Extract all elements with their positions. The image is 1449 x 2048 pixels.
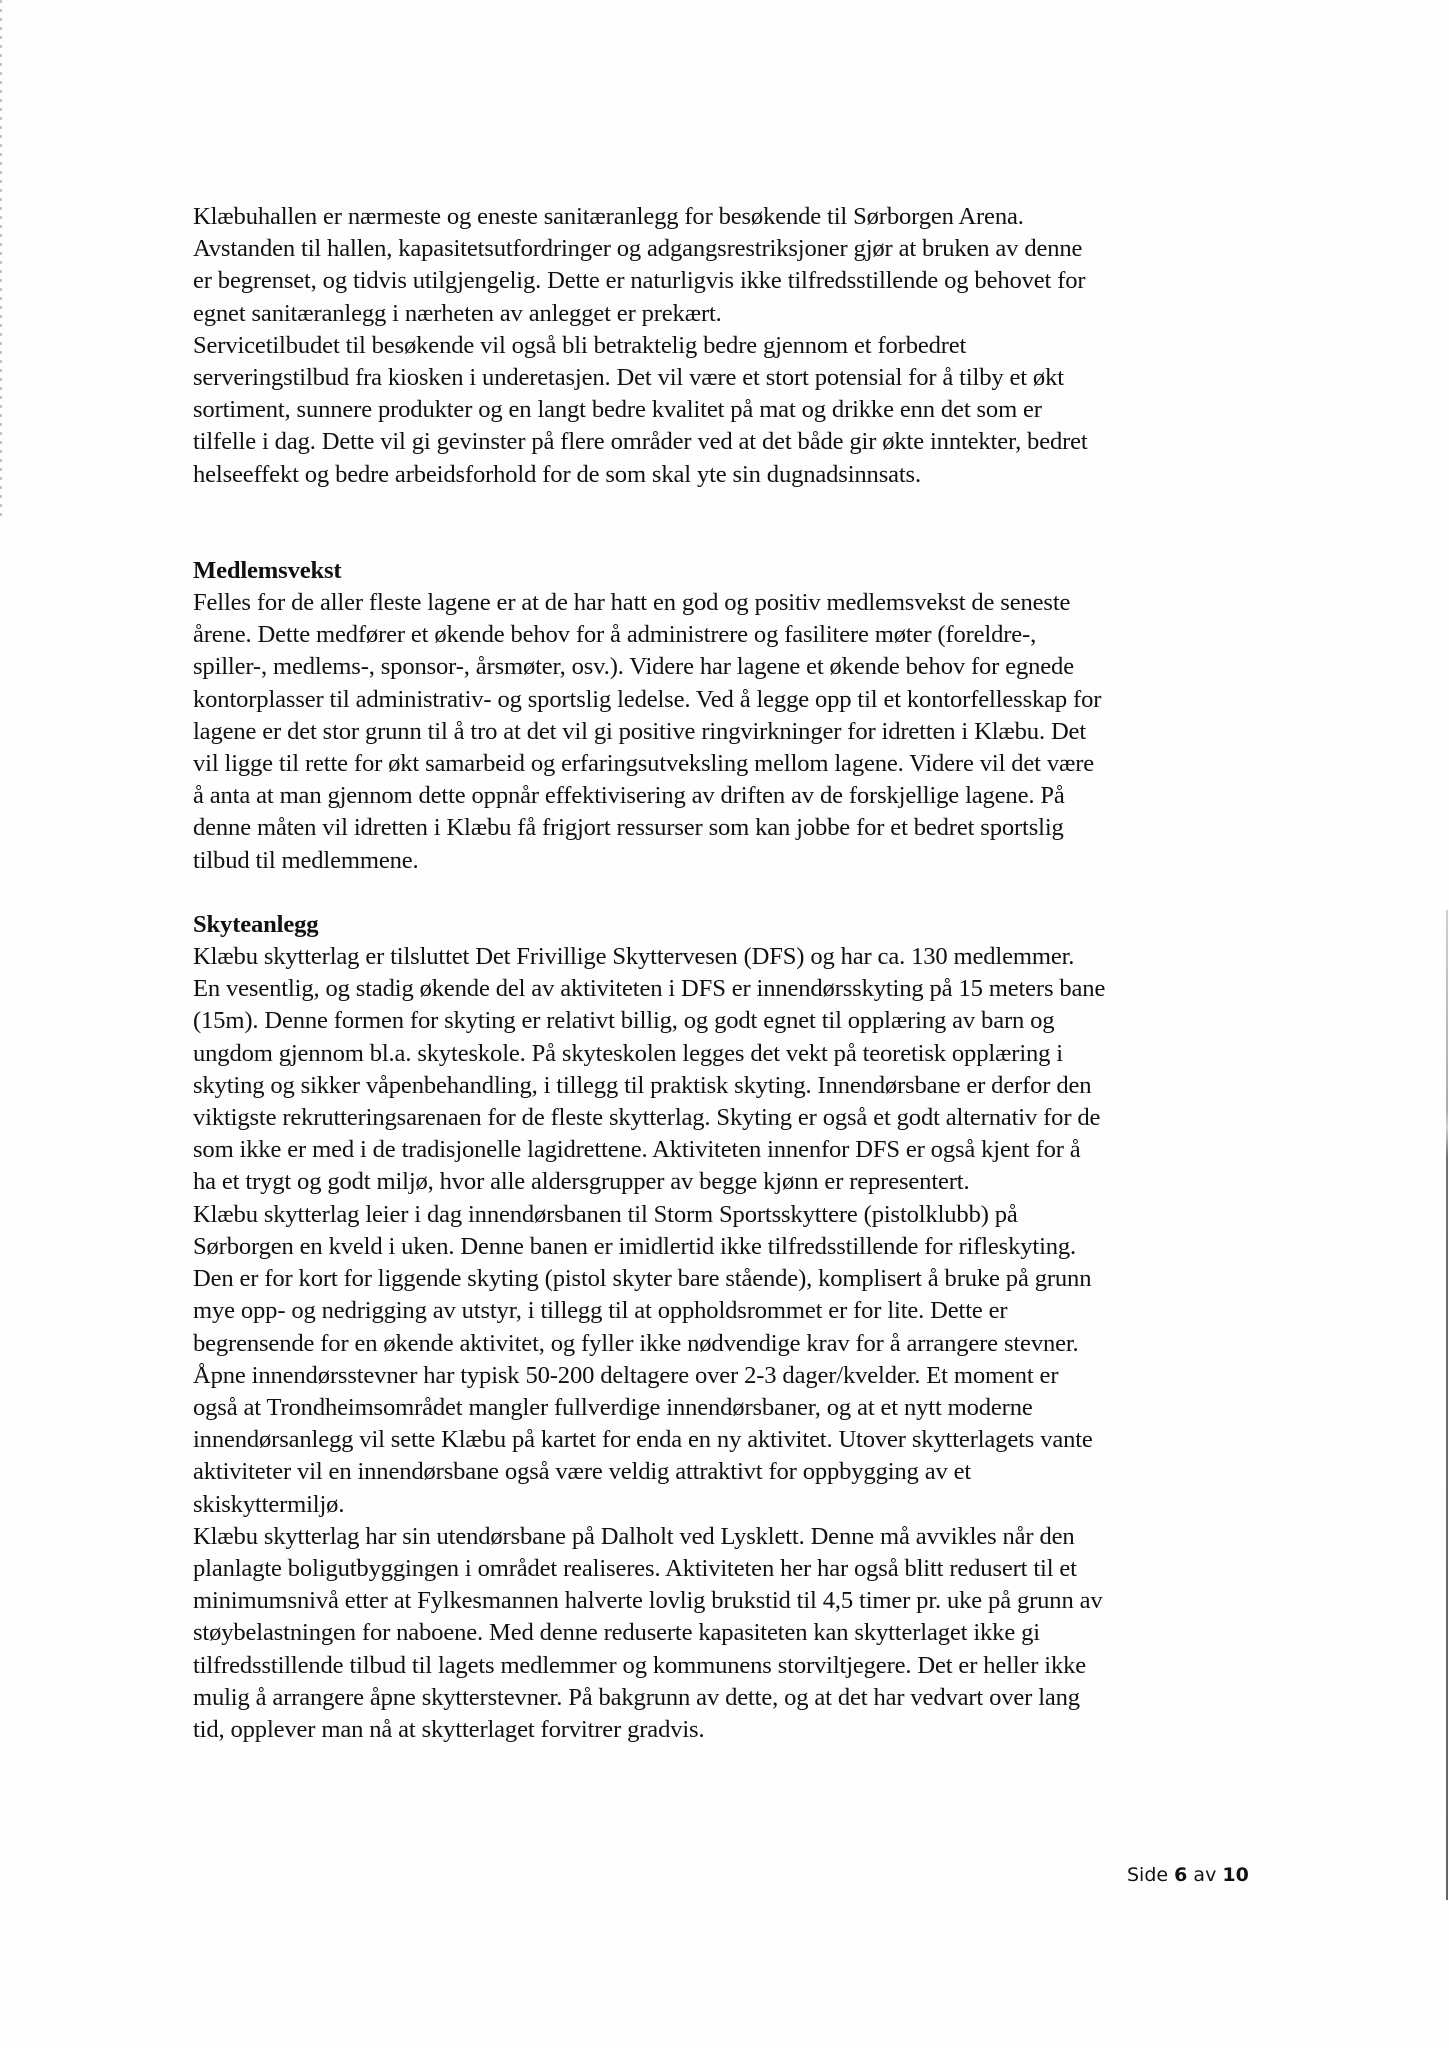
text-line: viktigste rekrutteringsarenaen for de fleste skytterlag. Skyting er også et godt alternativ for de (193, 1104, 1101, 1132)
text-line: tilfelle i dag. Dette vil gi gevinster på flere områder ved at det både gir økte inntekter, bedret (193, 428, 1088, 456)
scan-edge-artifact-right (1446, 910, 1448, 1900)
text-line: tilbud til medlemmene. (193, 846, 419, 874)
text-line: skiskyttermiljø. (193, 1490, 345, 1518)
section-spacer (193, 877, 1263, 909)
scan-edge-artifact-left (0, 0, 2, 520)
text-line: Avstanden til hallen, kapasitetsutfordringer og adgangsrestriksjoner gjør at bruken av denne (193, 235, 1083, 263)
text-line: (15m). Denne formen for skyting er relativt billig, og godt egnet til opplæring av barn og (193, 1007, 1055, 1035)
text-line: spiller-, medlems-, sponsor-, årsmøter, osv.). Videre har lagene et økende behov for egnede (193, 653, 1074, 681)
text-line: kontorplasser til administrativ- og sportslig ledelse. Ved å legge opp til et kontorfellesskap for (193, 685, 1102, 713)
text-line: ha et trygt og godt miljø, hvor alle aldersgrupper av begge kjønn er representert. (193, 1168, 970, 1196)
text-line: tid, opplever man nå at skytterlaget forvitrer gradvis. (193, 1715, 705, 1743)
text-line: vil ligge til rette for økt samarbeid og erfaringsutveksling mellom lagene. Videre vil det være (193, 750, 1095, 778)
text-line: minimumsnivå etter at Fylkesmannen halverte lovlig brukstid til 4,5 timer pr. uke på grunn av (193, 1587, 1103, 1615)
document-body (193, 201, 1263, 1746)
section-medlemsvekst (193, 555, 1263, 877)
intro-paragraph (193, 201, 1263, 491)
text-line: serveringstilbud fra kiosken i underetasjen. Det vil være et stort potensial for å tilby et økt (193, 364, 1064, 392)
current-page-number: 6 (1174, 1864, 1188, 1886)
text-line: denne måten vil idretten i Klæbu få frigjort ressurser som kan jobbe for et bedret sportslig (193, 814, 1064, 842)
text-line: Felles for de aller fleste lagene er at de har hatt en god og positiv medlemsvekst de seneste (193, 589, 1071, 617)
text-line: planlagte boligutbyggingen i området realiseres. Aktiviteten her har også blitt redusert til et (193, 1554, 1077, 1582)
text-line: En vesentlig, og stadig økende del av aktiviteten i DFS er innendørsskyting på 15 meters bane (193, 975, 1106, 1003)
total-pages-number: 10 (1222, 1864, 1249, 1886)
text-line: ungdom gjennom bl.a. skyteskole. På skyteskolen legges det vekt på teoretisk opplæring i (193, 1039, 1063, 1067)
section-spacer (193, 491, 1263, 555)
text-line: Sørborgen en kveld i uken. Denne banen er imidlertid ikke tilfredsstillende for rifleskyting. (193, 1232, 1077, 1260)
text-line: begrensende for en økende aktivitet, og fyller ikke nødvendige krav for å arrangere stevner. (193, 1329, 1079, 1357)
text-line: Servicetilbudet til besøkende vil også bli betraktelig bedre gjennom et forbedret (193, 331, 967, 359)
text-line: helseeffekt og bedre arbeidsforhold for de som skal yte sin dugnadsinnsats. (193, 460, 921, 488)
text-line: mye opp- og nedrigging av utstyr, i tillegg til at oppholdsrommet er for lite. Dette er (193, 1297, 1008, 1325)
text-line: støybelastningen for naboene. Med denne reduserte kapasiteten kan skytterlaget ikke gi (193, 1619, 1040, 1647)
text-line: også at Trondheimsområdet mangler fullverdige innendørsbaner, og at et nytt moderne (193, 1393, 1033, 1421)
text-line: mulig å arrangere åpne skytterstevner. På bakgrunn av dette, og at det har vedvart over lang (193, 1683, 1080, 1711)
section-heading: Skyteanlegg (193, 910, 319, 938)
text-line: innendørsanlegg vil sette Klæbu på kartet for enda en ny aktivitet. Utover skytterlagets vante (193, 1426, 1093, 1454)
text-line: Klæbu skytterlag har sin utendørsbane på Dalholt ved Lysklett. Denne må avvikles når den (193, 1522, 1075, 1550)
text-line: tilfredsstillende tilbud til lagets medlemmer og kommunens storviltjegere. Det er heller ikke (193, 1651, 1087, 1679)
text-line: Klæbu skytterlag leier i dag innendørsbanen til Storm Sportsskyttere (pistolklubb) på (193, 1200, 1018, 1228)
page-number-footer (1127, 1864, 1249, 1886)
text-line: er begrenset, og tidvis utilgjengelig. Dette er naturligvis ikke tilfredsstillende og behovet for (193, 267, 1086, 295)
text-line: aktiviteter vil en innendørsbane også være veldig attraktivt for oppbygging av et (193, 1458, 972, 1486)
page-label: Side (1127, 1864, 1169, 1886)
section-skyteanlegg (193, 909, 1263, 1746)
text-line: som ikke er med i de tradisjonelle lagidrettene. Aktiviteten innenfor DFS er også kjent for å (193, 1136, 1081, 1164)
section-heading: Medlemsvekst (193, 556, 342, 584)
text-line: Klæbu skytterlag er tilsluttet Det Frivillige Skyttervesen (DFS) og har ca. 130 medlemmer. (193, 943, 1075, 971)
text-line: skyting og sikker våpenbehandling, i tillegg til praktisk skyting. Innendørsbane er derfor den (193, 1071, 1092, 1099)
of-label: av (1193, 1864, 1217, 1886)
text-line: Åpne innendørsstevner har typisk 50-200 deltagere over 2-3 dager/kvelder. Et moment er (193, 1361, 1059, 1389)
text-line: å anta at man gjennom dette oppnår effektivisering av driften av de forskjellige lagene. På (193, 782, 1065, 810)
text-line: årene. Dette medfører et økende behov for å administrere og fasilitere møter (foreldre-, (193, 621, 1037, 649)
text-line: sortiment, sunnere produkter og en langt bedre kvalitet på mat og drikke enn det som er (193, 396, 1042, 424)
text-line: Klæbuhallen er nærmeste og eneste sanitæranlegg for besøkende til Sørborgen Arena. (193, 203, 1024, 230)
text-line: Den er for kort for liggende skyting (pistol skyter bare stående), komplisert å bruke på grunn (193, 1265, 1092, 1293)
text-line: egnet sanitæranlegg i nærheten av anlegget er prekært. (193, 299, 722, 327)
text-line: lagene er det stor grunn til å tro at det vil gi positive ringvirkninger for idretten i Klæbu. Det (193, 717, 1086, 745)
